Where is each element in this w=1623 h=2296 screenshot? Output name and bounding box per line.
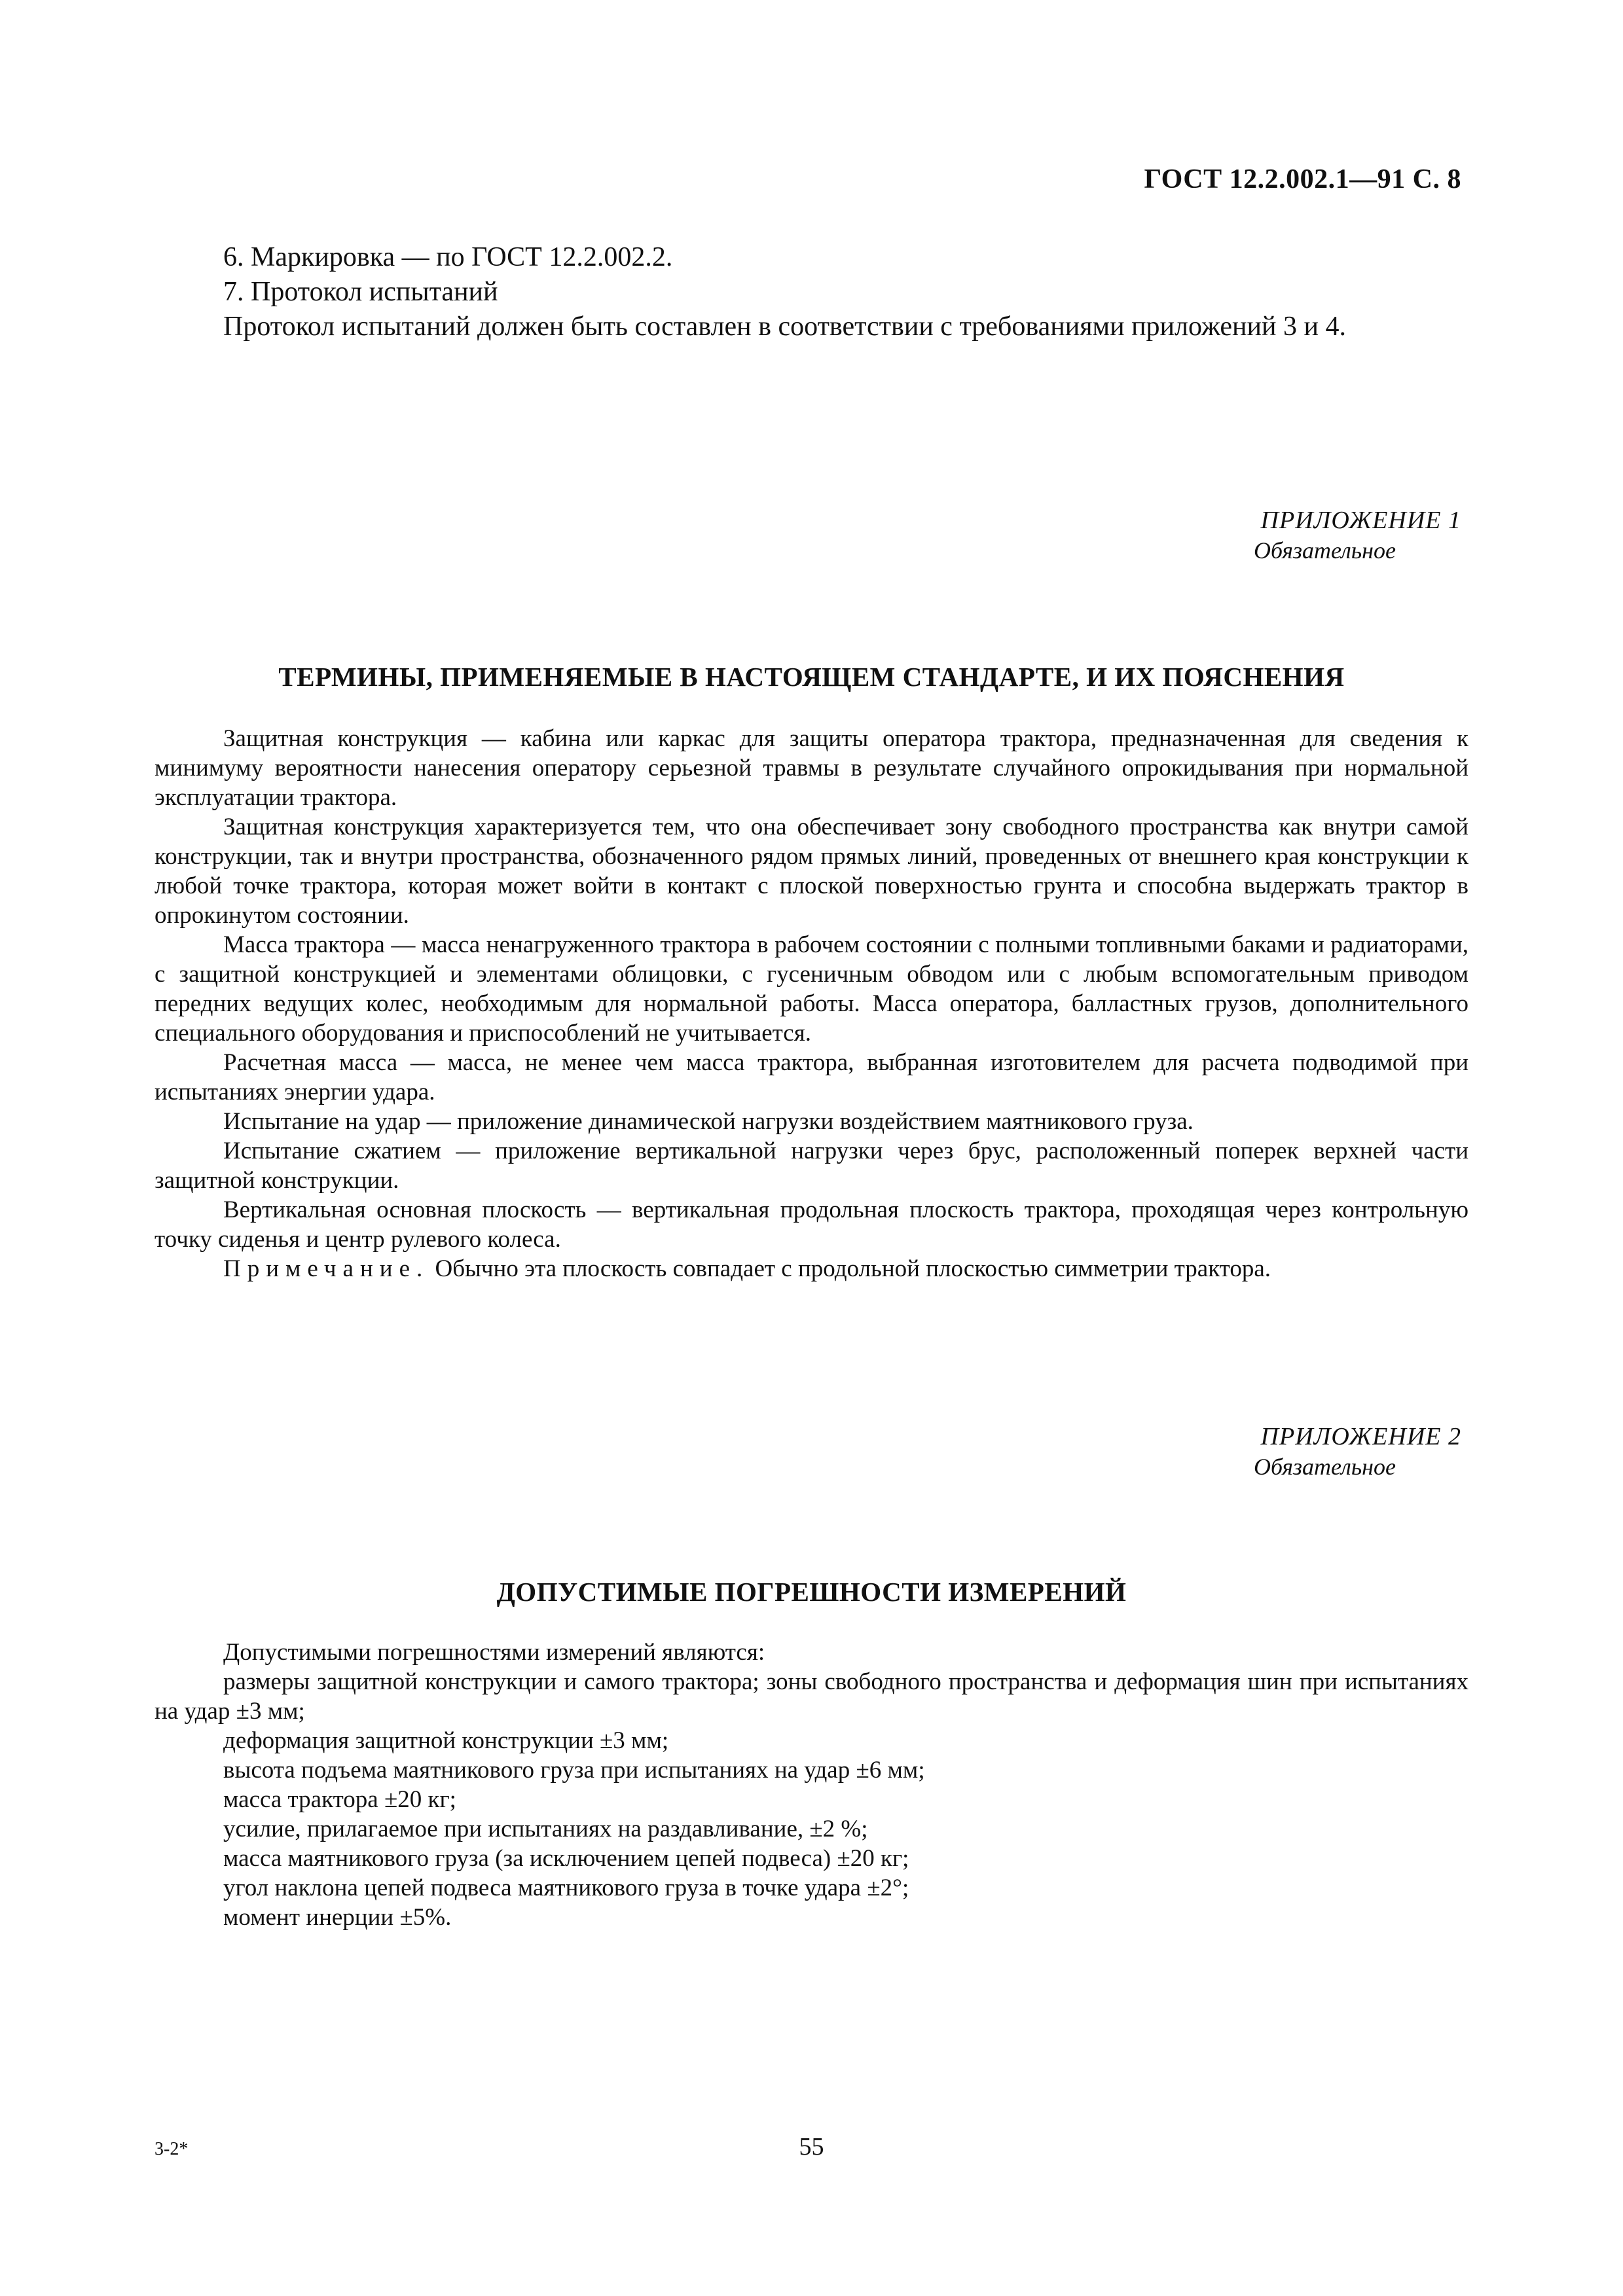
list-item: размеры защитной конструкции и самого трактора; зоны свободного пространства и деформация шин при испытаниях на удар ±3 мм; — [155, 1668, 1468, 1725]
intro-section — [223, 240, 1467, 344]
protocol-heading: 7. Протокол испытаний — [223, 277, 498, 307]
appendix-2-number: ПРИЛОЖЕНИЕ 2 — [1260, 1423, 1461, 1450]
list-item: момент инерции ±5%. — [223, 1904, 452, 1931]
appendix-1-status: Обязательное — [1254, 537, 1396, 564]
appendix-2-title: ДОПУСТИМЫЕ ПОГРЕШНОСТИ ИЗМЕРЕНИЙ — [496, 1577, 1127, 1607]
list-item: масса трактора ±20 кг; — [223, 1786, 456, 1813]
footer-sheet-mark: 3-2* — [155, 2139, 189, 2159]
list-item: Допустимыми погрешностями измерений являются: — [223, 1639, 765, 1666]
note-paragraph — [155, 1254, 1468, 1283]
list-item: масса маятникового груза (за исключением цепей подвеса) ±20 кг; — [223, 1845, 909, 1872]
appendix-1-label — [1254, 505, 1461, 565]
paragraph: Масса трактора — масса ненагруженного трактора в рабочем состоянии с полными топливными баками и радиаторами, с защитной конструкцией и элементами облицовки, с гусеничным обводом или с любым вспомогательным приводом передних ведущих колес, необходимым для нормальной работы. Масса оператора, балластных грузов, дополнительного специального оборудования и приспособлений не учитывается. — [155, 931, 1468, 1047]
list-item: угол наклона цепей подвеса маятникового груза в точке удара ±2°; — [223, 1874, 909, 1901]
appendix-2-label — [1254, 1422, 1461, 1482]
paragraph: Вертикальная основная плоскость — вертикальная продольная плоскость трактора, проходящая через контрольную точку сиденья и центр рулевого колеса. — [155, 1196, 1468, 1253]
appendix-2-status: Обязательное — [1254, 1454, 1396, 1480]
paragraph: Испытание сжатием — приложение вертикальной нагрузки через брус, расположенный поперек верхней части защитной конструкции. — [155, 1138, 1468, 1194]
document-reference: ГОСТ 12.2.002.1—91 С. 8 — [1144, 164, 1461, 194]
paragraph: Защитная конструкция — кабина или каркас для защиты оператора трактора, предназначенная для сведения к минимуму вероятности нанесения оператору серьезной травмы в результате случайного опрокидывания при нормальной эксплуатации трактора. — [155, 725, 1468, 811]
paragraph: Защитная конструкция характеризуется тем, что она обеспечивает зону свободного пространства как внутри самой конструкции, так и внутри пространства, обозначенного рядом прямых линий, проведенных от внешнего края конструкции к любой точке трактора, которая может войти в контакт с плоской поверхностью грунта и способна выдержать трактор в опрокинутом состоянии. — [155, 814, 1468, 929]
appendix-2-body — [155, 1638, 1468, 1932]
paragraph: Испытание на удар — приложение динамической нагрузки воздействием маятникового груза. — [223, 1108, 1194, 1135]
note-label: Примечание. — [223, 1255, 429, 1282]
marking-line: 6. Маркировка — по ГОСТ 12.2.002.2. — [223, 242, 673, 272]
page-number: 55 — [799, 2133, 824, 2161]
note-text: Обычно эта плоскость совпадает с продольной плоскостью симметрии трактора. — [429, 1255, 1271, 1282]
paragraph: Расчетная масса — масса, не менее чем масса трактора, выбранная изготовителем для расчета подводимой при испытаниях энергии удара. — [155, 1049, 1468, 1105]
appendix-1-number: ПРИЛОЖЕНИЕ 1 — [1260, 507, 1461, 534]
list-item: усилие, прилагаемое при испытаниях на раздавливание, ±2 %; — [223, 1816, 868, 1842]
appendix-1-body — [155, 724, 1468, 1283]
list-item: деформация защитной конструкции ±3 мм; — [223, 1727, 669, 1754]
appendix-1-title: ТЕРМИНЫ, ПРИМЕНЯЕМЫЕ В НАСТОЯЩЕМ СТАНДАРТЕ, И ИХ ПОЯСНЕНИЯ — [278, 662, 1345, 692]
list-item: высота подъема маятникового груза при испытаниях на удар ±6 мм; — [223, 1757, 925, 1784]
protocol-text: Протокол испытаний должен быть составлен в соответствии с требованиями приложений 3 и 4. — [223, 312, 1346, 342]
